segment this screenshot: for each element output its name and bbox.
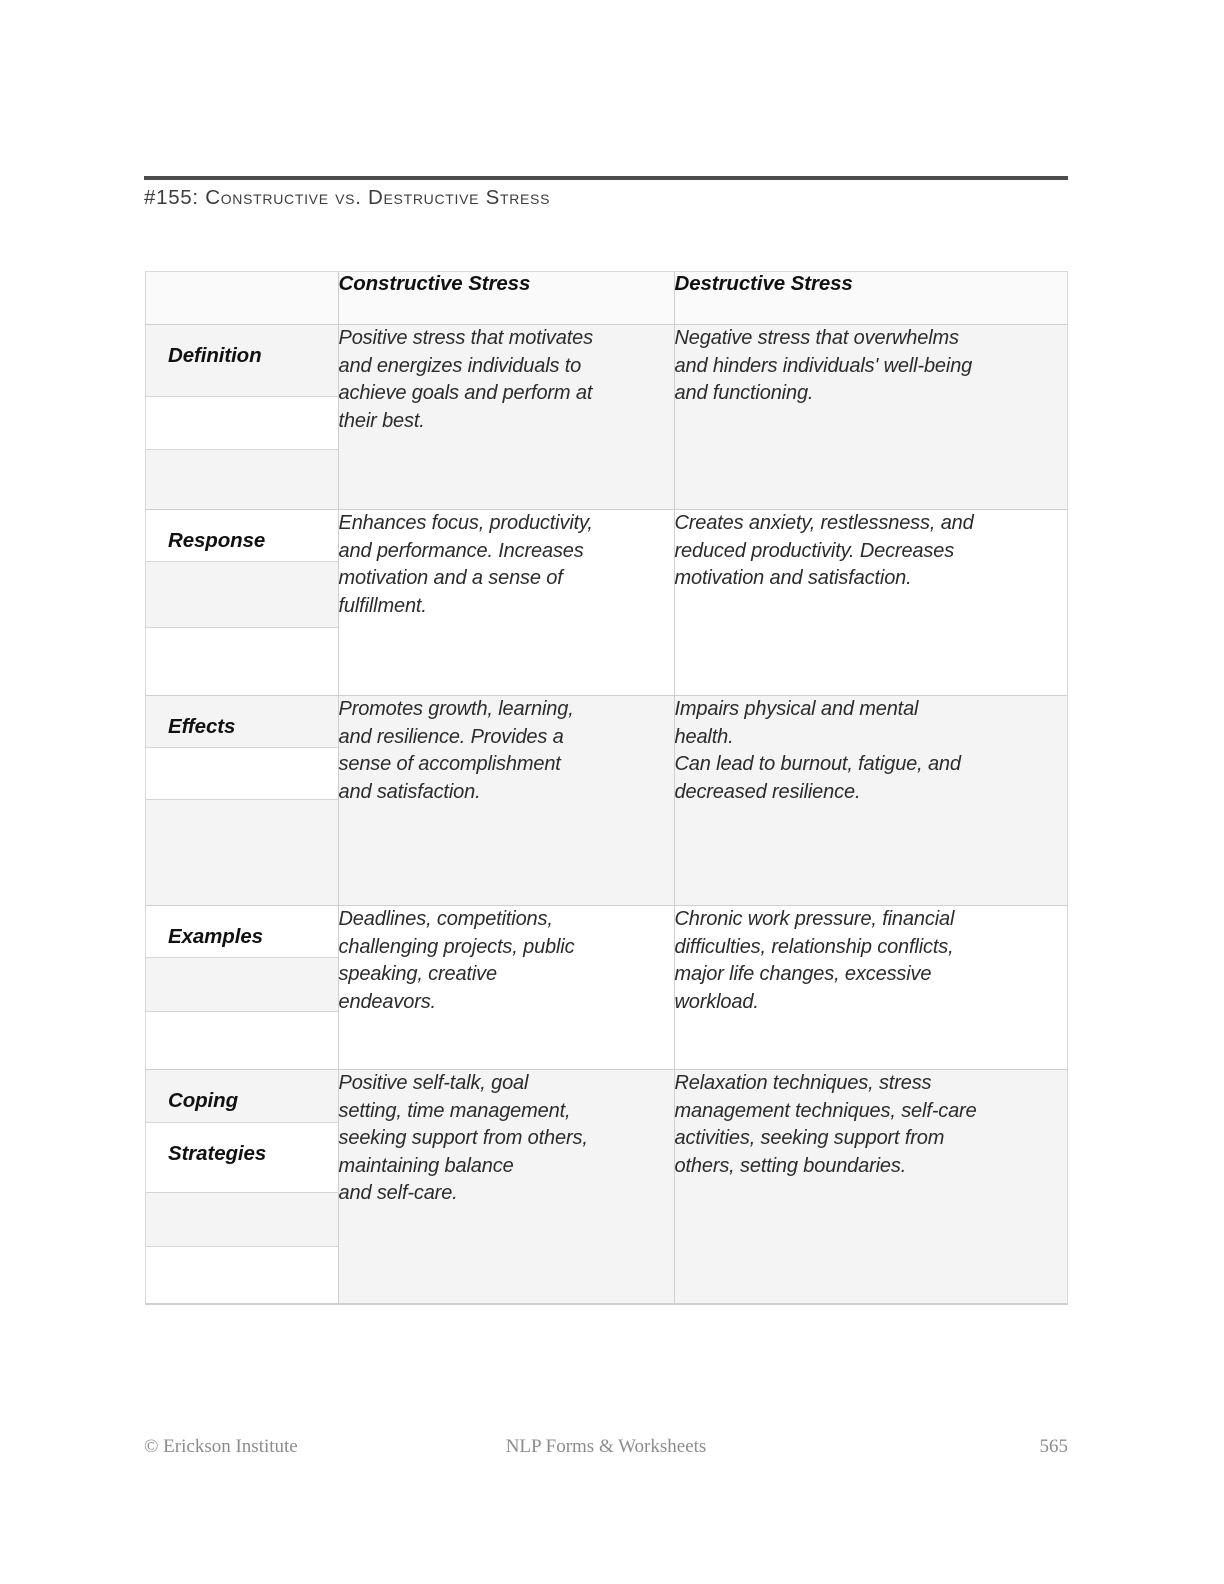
title-rule — [144, 176, 1068, 180]
line: endeavors. — [338, 990, 436, 1013]
line: and functioning. — [674, 382, 814, 404]
row-label-definition — [146, 325, 338, 510]
label-subcell-filler — [146, 562, 338, 628]
line: health. — [674, 725, 734, 748]
label-subcell-filler — [146, 397, 338, 450]
cell-examples-destructive — [674, 906, 1067, 1070]
line: Can lead to burnout, fatigue, and — [674, 753, 961, 775]
row-label-examples — [146, 906, 338, 1070]
row-label-text: Examples — [168, 925, 263, 948]
line: motivation and a sense of — [338, 567, 563, 589]
line: fulfillment. — [338, 594, 427, 617]
line: seeking support from others, — [338, 1127, 588, 1149]
line: decreased resilience. — [674, 780, 861, 803]
label-subcell — [146, 1123, 338, 1193]
line: Chronic work pressure, financial — [674, 908, 955, 930]
line: Promotes growth, learning, — [338, 698, 574, 720]
comparison-table-wrapper — [145, 271, 1068, 1305]
line: their best. — [338, 409, 425, 432]
line: and self-care. — [338, 1182, 458, 1204]
line: setting, time management, — [338, 1099, 571, 1122]
cell-coping-destructive — [674, 1070, 1067, 1304]
cell-coping-constructive — [338, 1070, 674, 1304]
cell-effects-destructive — [674, 696, 1067, 906]
line: workload. — [674, 990, 759, 1013]
row-label-response — [146, 510, 338, 696]
row-label-coping-strategies — [146, 1070, 338, 1304]
table-header-row — [146, 272, 1067, 325]
label-subcell-filler — [146, 1193, 338, 1247]
line: management techniques, self-care — [674, 1099, 977, 1122]
line: speaking, creative — [338, 963, 498, 985]
row-label-effects — [146, 696, 338, 906]
line: Creates anxiety, restlessness, and — [674, 512, 974, 534]
line: activities, seeking support from — [674, 1127, 945, 1149]
line: Deadlines, competitions, — [338, 908, 553, 930]
page-footer — [144, 1436, 1068, 1460]
line: Positive self-talk, goal — [338, 1072, 529, 1094]
line: Relaxation techniques, stress — [674, 1072, 932, 1094]
comparison-table — [146, 272, 1067, 1304]
row-label-text: Coping — [168, 1089, 238, 1112]
header-corner-cell — [146, 272, 338, 325]
footer-book-title: NLP Forms & Worksheets — [505, 1436, 707, 1457]
cell-effects-constructive — [338, 696, 674, 906]
table-row — [146, 510, 1067, 696]
cell-examples-constructive — [338, 906, 674, 1070]
label-subcell-filler — [146, 748, 338, 800]
row-label-text-line2: Strategies — [168, 1142, 267, 1165]
label-subcell-filler — [146, 450, 338, 509]
page-title: #155: Constructive vs. Destructive Stress — [144, 186, 551, 209]
table-row — [146, 1070, 1067, 1304]
label-subcell-filler — [146, 800, 338, 905]
cell-definition-constructive — [338, 325, 674, 510]
label-subcell-filler — [146, 1012, 338, 1069]
label-subcell — [146, 325, 338, 397]
table-row — [146, 696, 1067, 906]
line: and energizes individuals to — [338, 354, 582, 377]
line: and performance. Increases — [338, 539, 584, 562]
line: and resilience. Provides a — [338, 725, 564, 748]
header-constructive-stress: Constructive Stress — [338, 272, 674, 325]
label-subcell — [146, 696, 338, 748]
line: achieve goals and perform at — [338, 382, 593, 404]
cell-response-constructive — [338, 510, 674, 696]
line: motivation and satisfaction. — [674, 567, 912, 589]
line: others, setting boundaries. — [674, 1154, 907, 1177]
row-label-text: Definition — [168, 344, 262, 367]
line: Impairs physical and mental — [674, 698, 919, 720]
line: reduced productivity. Decreases — [674, 539, 955, 562]
cell-response-destructive — [674, 510, 1067, 696]
line: sense of accomplishment — [338, 753, 561, 775]
line: Enhances focus, productivity, — [338, 512, 593, 534]
footer-page-number: 565 — [1039, 1436, 1068, 1457]
label-subcell — [146, 510, 338, 562]
line: challenging projects, public — [338, 935, 575, 958]
table-row — [146, 906, 1067, 1070]
line: Positive stress that motivates — [338, 327, 593, 349]
table-row — [146, 325, 1067, 510]
header-corner-spacer — [146, 272, 338, 324]
footer-copyright: © Erickson Institute — [144, 1436, 298, 1457]
line: major life changes, excessive — [674, 963, 932, 985]
label-subcell-filler — [146, 958, 338, 1012]
row-label-text: Effects — [168, 715, 236, 738]
line: maintaining balance — [338, 1154, 514, 1177]
label-subcell-filler — [146, 1247, 338, 1303]
row-label-text: Response — [168, 529, 266, 552]
line: and hinders individuals' well-being — [674, 354, 973, 377]
label-subcell-filler — [146, 628, 338, 695]
line: Negative stress that overwhelms — [674, 327, 959, 349]
line: difficulties, relationship conflicts, — [674, 935, 954, 958]
header-destructive-stress: Destructive Stress — [674, 272, 1067, 325]
label-subcell — [146, 906, 338, 958]
label-subcell — [146, 1070, 338, 1123]
cell-definition-destructive — [674, 325, 1067, 510]
line: and satisfaction. — [338, 780, 481, 803]
